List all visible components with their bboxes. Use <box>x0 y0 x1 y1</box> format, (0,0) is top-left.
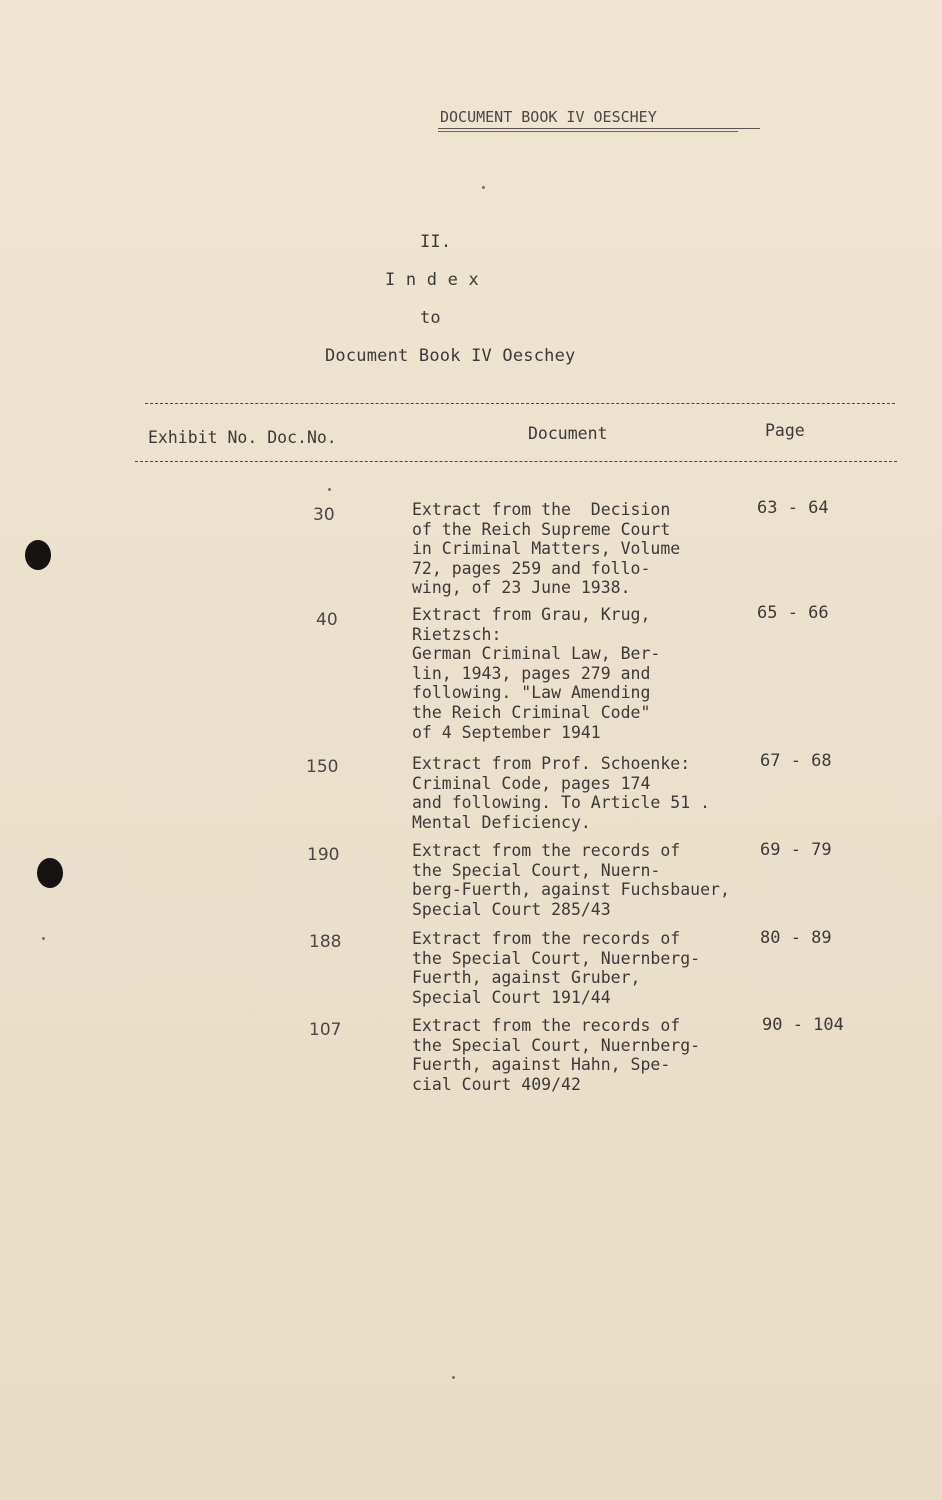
document-description: Extract from Prof. Schoenke: Criminal Code, pages 174 and following. To Article 51 . Mental Deficiency. <box>412 754 711 832</box>
document-description: Extract from the records of the Special Court, Nuern- berg-Fuerth, against Fuchsbauer, Special Court 285/43 <box>412 841 730 919</box>
index-to: to <box>420 308 441 328</box>
page-range: 90 - 104 <box>762 1015 844 1035</box>
page-range: 63 - 64 <box>757 498 829 518</box>
column-header-document: Document <box>528 424 608 443</box>
index-heading: I n d e x <box>385 270 479 290</box>
doc-number: 150 <box>306 757 339 777</box>
page-range: 67 - 68 <box>760 751 832 771</box>
paper-speck <box>42 937 45 940</box>
paper-speck <box>452 1376 455 1379</box>
document-description: Extract from the records of the Special Court, Nuernberg- Fuerth, against Gruber, Special Court 191/44 <box>412 929 701 1007</box>
header-underline <box>438 128 760 129</box>
binder-punch-hole <box>25 540 51 570</box>
page-range: 69 - 79 <box>760 840 832 860</box>
document-description: Extract from the records of the Special Court, Nuernberg- Fuerth, against Hahn, Spe- cial Court 409/42 <box>412 1016 701 1094</box>
page-range: 80 - 89 <box>760 928 832 948</box>
document-description: Extract from the Decision of the Reich Supreme Court in Criminal Matters, Volume 72, pages 259 and follo- wing, of 23 June 1938. <box>412 500 681 598</box>
doc-number: 107 <box>309 1020 342 1040</box>
doc-number: 30 <box>313 505 335 525</box>
column-header-page: Page <box>765 421 805 440</box>
column-header-exhibit-doc: Exhibit No. Doc.No. <box>148 428 337 447</box>
table-header-rule <box>135 461 897 462</box>
index-subtitle: Document Book IV Oeschey <box>325 346 576 366</box>
paper-speck <box>482 186 485 189</box>
header-underline-second <box>438 131 738 132</box>
document-book-header: DOCUMENT BOOK IV OESCHEY <box>440 108 657 126</box>
doc-number: 188 <box>309 932 342 952</box>
paper-speck <box>328 488 331 491</box>
binder-punch-hole <box>37 858 63 888</box>
table-top-rule <box>145 403 895 404</box>
doc-number: 190 <box>307 845 340 865</box>
document-description: Extract from Grau, Krug, Rietzsch: German Criminal Law, Ber- lin, 1943, pages 279 and following. "Law Amending the Reich Criminal Code" of 4 September 1941 <box>412 605 661 742</box>
page-range: 65 - 66 <box>757 603 829 623</box>
doc-number: 40 <box>316 610 338 630</box>
section-number: II. <box>420 232 452 252</box>
